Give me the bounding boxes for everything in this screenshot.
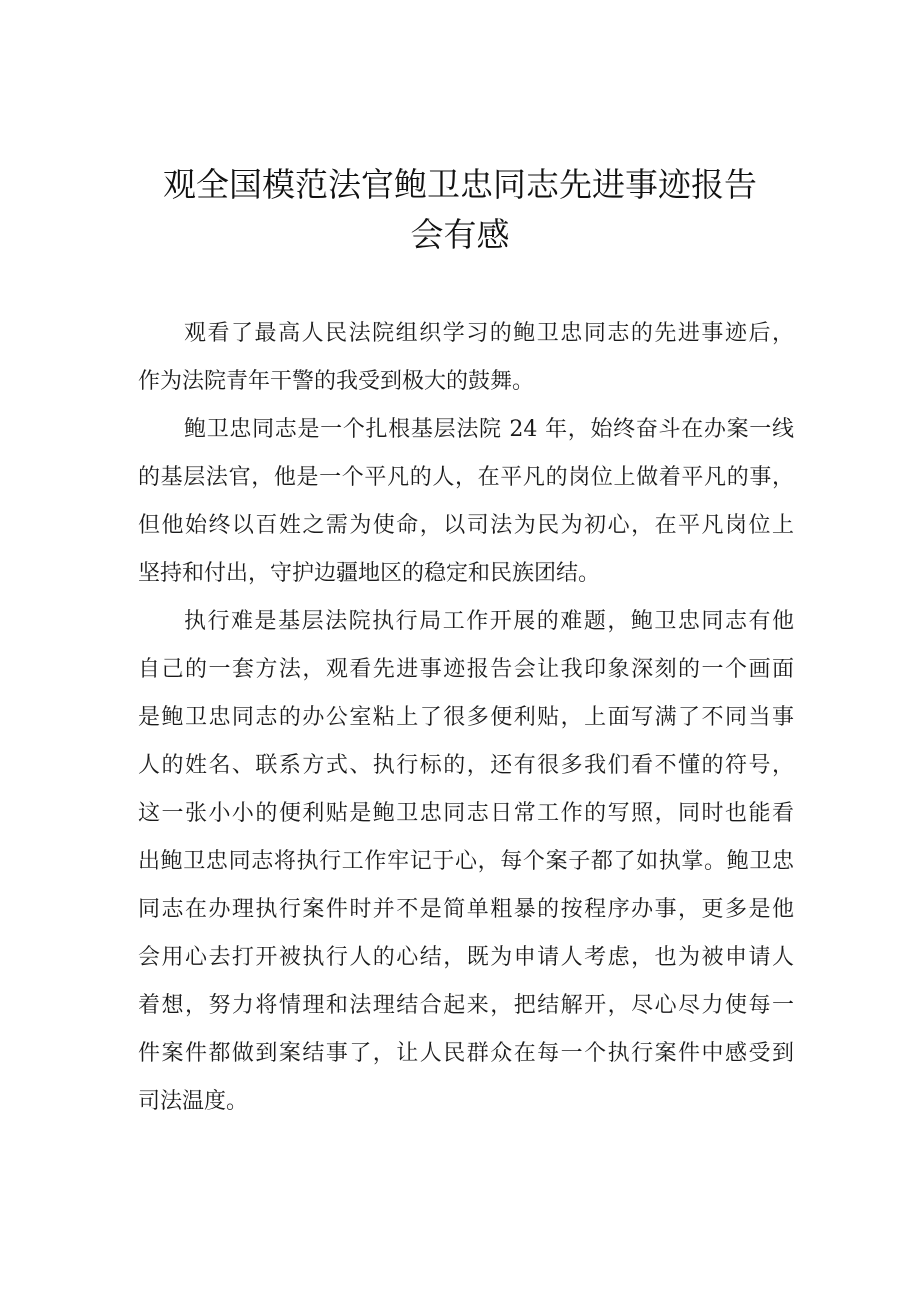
paragraph-line: 出鲍卫忠同志将执行工作牢记于心，每个案子都了如执掌。鲍卫忠 [138,849,794,874]
paragraph-line: 是鲍卫忠同志的办公室粘上了很多便利贴，上面写满了不同当事 [138,705,794,730]
title-line: 观全国模范法官鲍卫忠同志先进事迹报告 [163,165,757,204]
paragraph-line: 坚持和付出，守护边疆地区的稳定和民族团结。 [138,561,601,586]
document-body [138,310,794,1126]
paragraph-line: 的基层法官，他是一个平凡的人，在平凡的岗位上做着平凡的事， [138,465,794,490]
paragraph-1 [138,310,794,406]
paragraph-line: 作为法院青年干警的我受到极大的鼓舞。 [138,369,535,394]
paragraph-2 [138,406,794,598]
paragraph-line: 会用心去打开被执行人的心结，既为申请人考虑，也为被申请人 [138,945,794,970]
paragraph-line: 同志在办理执行案件时并不是简单粗暴的按程序办事，更多是他 [138,897,794,922]
paragraph-line: 件案件都做到案结事了，让人民群众在每一个执行案件中感受到 [138,1041,794,1066]
paragraph-line: 人的姓名、联系方式、执行标的，还有很多我们看不懂的符号， [138,753,794,778]
paragraph-line: 这一张小小的便利贴是鲍卫忠同志日常工作的写照，同时也能看 [138,801,794,826]
paragraph-line: 司法温度。 [138,1089,249,1114]
title-line: 会有感 [410,215,510,254]
paragraph-line: 自己的一套方法，观看先进事迹报告会让我印象深刻的一个画面 [138,657,794,682]
paragraph-3 [138,598,794,1126]
paragraph-line: 观看了最高人民法院组织学习的鲍卫忠同志的先进事迹后， [184,321,794,346]
paragraph-line: 执行难是基层法院执行局工作开展的难题，鲍卫忠同志有他 [184,609,794,634]
paragraph-line: 鲍卫忠同志是一个扎根基层法院 24 年，始终奋斗在办案一线 [184,417,794,442]
paragraph-line: 但他始终以百姓之需为使命，以司法为民为初心，在平凡岗位上 [138,513,794,538]
paragraph-line: 着想，努力将情理和法理结合起来，把结解开，尽心尽力使每一 [138,993,794,1018]
document-title [0,160,920,260]
